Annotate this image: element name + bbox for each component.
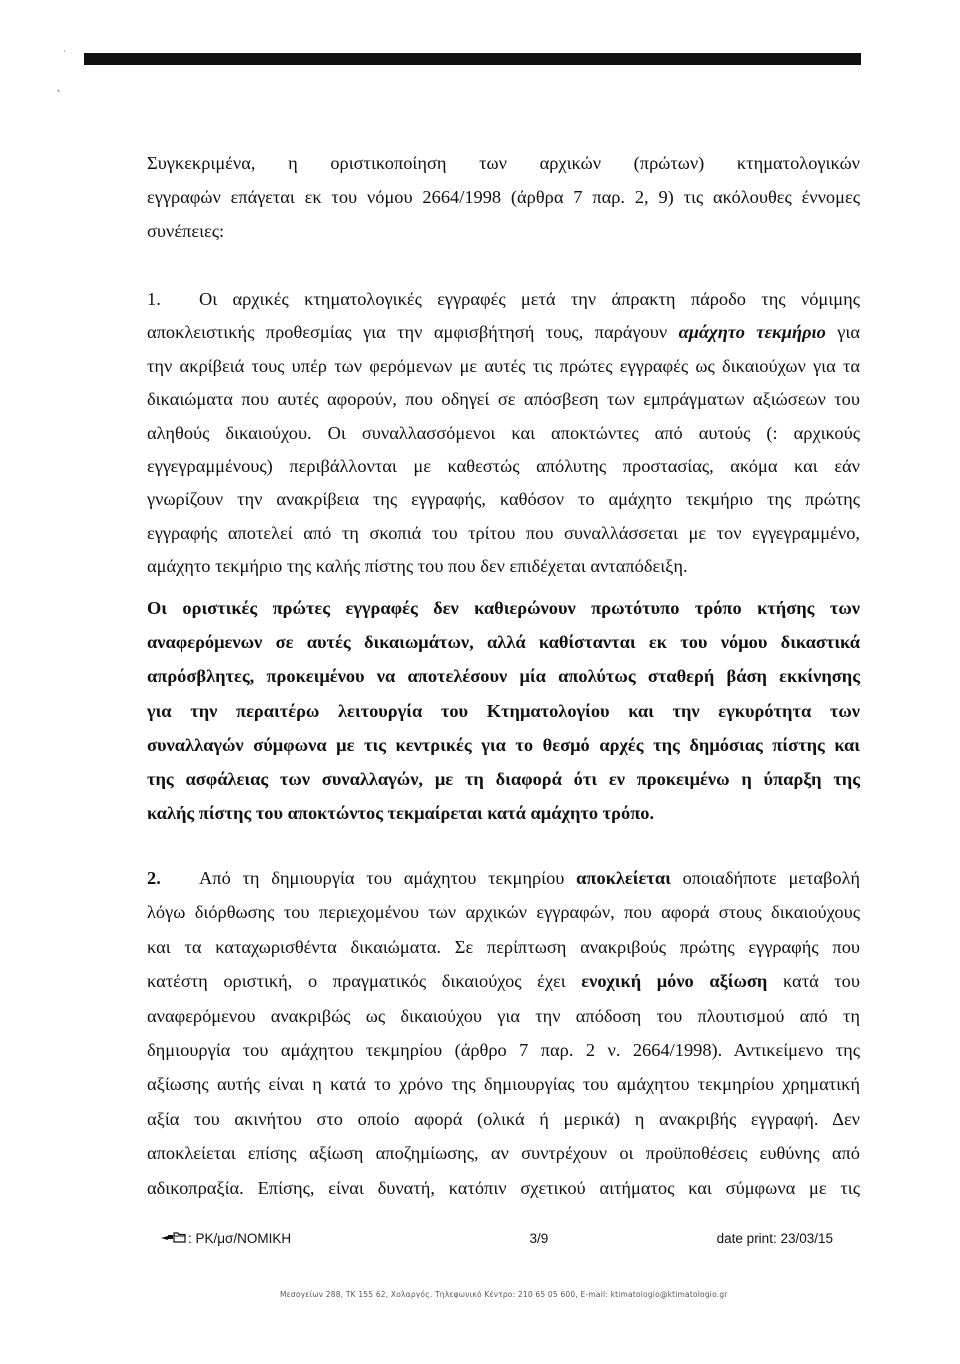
line-text: Από τη δημιουργία του αμάχητου τεκμηρίου: [199, 868, 565, 888]
text-line: για την περαιτέρω λειτουργία του Κτηματολογίου και την εγκυρότητα των: [147, 700, 860, 721]
reference-code: : PK/μσ/NOMIKH: [188, 1231, 292, 1246]
text-line: [147, 861, 860, 895]
text-line: Οι οριστικές πρώτες εγγραφές δεν καθιερώνουν πρωτότυπο τρόπο κτήσης των: [147, 598, 860, 618]
scan-speck-mark: ˙: [62, 50, 67, 61]
text-line: καλής πίστης του αποκτώντος τεκμαίρεται κατά αμάχητο τρόπο.: [147, 803, 655, 824]
text-line: [147, 283, 860, 316]
text-line: αναφερόμενων σε αυτές δικαιωμάτων, αλλά καθίστανται εκ του νόμου δικαστικά: [147, 632, 860, 653]
text-line: αδικοπραξία. Επίσης, είναι δυνατή, κατόπιν σχετικού αιτήματος και σύμφωνα με τις: [147, 1177, 860, 1198]
emphasis-text: αποκλείεται: [576, 868, 671, 888]
text-line: και τα καταχωρισθέντα δικαιώματα. Σε περίπτωση ανακριβούς πρώτης εγγραφής που: [147, 936, 860, 957]
letterhead-address-strip: Μεσογείων 288, ΤΚ 155 62, Χολαργός. Τηλεφωνικό Κέντρο: 210 65 05 600, E-mail: ktimatologio@ktimatologio.gr: [280, 1290, 728, 1299]
document-reference: [160, 1230, 291, 1247]
text-line: δημιουργία του αμάχητου τεκμηρίου (άρθρο 7 παρ. 2 ν. 2664/1998). Αντικείμενο της: [147, 1040, 860, 1061]
text-line: συναλλαγών σύμφωνα με τις κεντρικές για το θεσμό αρχές της δημόσιας πίστης και: [147, 734, 860, 755]
print-date: date print: 23/03/15: [716, 1231, 833, 1246]
line-text: κατά του: [782, 971, 860, 992]
text-line: δικαιώματα που αυτές αφορούν, που οδηγεί σε απόσβεση των εμπράγματων αξιώσεων του: [147, 389, 860, 410]
text-line: απρόσβλητες, προκειμένου να αποτελέσουν μία απολύτως σταθερή βάση εκκίνησης: [147, 666, 860, 687]
line-text: για: [837, 322, 860, 343]
text-line: εγγεγραμμένους) περιβάλλονται με καθεστώς απόλυτης προστασίας, ακόμα και εάν: [147, 456, 860, 477]
point-2-paragraph: [147, 861, 860, 1205]
intro-paragraph: [147, 146, 860, 248]
text-line: εγγραφών επάγεται εκ του νόμου 2664/1998 (άρθρα 7 παρ. 2, 9) τις ακόλουθες έννομες: [147, 187, 860, 207]
text-line: γνωρίζουν την ανακρίβεια της εγγραφής, καθόσον το αμάχητο τεκμήριο της πρώτης: [147, 489, 860, 510]
point-number: 2.: [147, 868, 161, 888]
text-line: της ασφάλειας των συναλλαγών, με τη διαφορά ότι εν προκειμένω η ύπαρξη της: [147, 769, 860, 790]
text-line: [147, 964, 860, 998]
page-number: 3/9: [529, 1231, 549, 1246]
scan-top-bar: [84, 53, 861, 65]
line-text: Οι αρχικές κτηματολογικές εγγραφές μετά την άπρακτη πάροδο της νόμιμης: [199, 289, 860, 309]
text-line: αναφερόμενου ανακριβώς ως δικαιούχου για την απόδοση του πλουτισμού από τη: [147, 1005, 860, 1026]
bold-summary-paragraph: [147, 591, 860, 830]
text-line: [147, 316, 860, 349]
page-footer: [160, 1230, 833, 1247]
text-line: αμάχητο τεκμήριο της καλής πίστης του που δεν επιδέχεται ανταπόδειξη.: [147, 556, 688, 577]
pointing-hand-folder-icon: [160, 1230, 186, 1247]
line-text: οποιαδήποτε μεταβολή: [682, 868, 860, 888]
emphasis-text: ενοχική μόνο αξίωση: [581, 971, 768, 992]
text-line: Συγκεκριμένα, η οριστικοποίηση των αρχικών (πρώτων) κτηματολογικών: [147, 153, 860, 173]
text-line: αξία του ακινήτου στο οποίο αφορά (ολικά ή μερικά) η ανακριβής εγγραφή. Δεν: [147, 1108, 860, 1129]
scan-speck-mark: ˎ: [56, 78, 62, 92]
point-1-paragraph: [147, 283, 860, 584]
text-line: εγγραφής αποτελεί από τη σκοπιά του τρίτου που συναλλάσσεται με τον εγγεγραμμένο,: [147, 522, 860, 543]
emphasis-text: αμάχητο τεκμήριο: [678, 322, 826, 343]
line-text: κατέστη οριστική, ο πραγματικός δικαιούχος έχει: [147, 971, 566, 992]
point-number: 1.: [147, 289, 161, 309]
text-line: αληθούς δικαιούχου. Οι συναλλασσόμενοι και αποκτώντες από αυτούς (: αρχικούς: [147, 422, 860, 443]
text-line: λόγω διόρθωσης του περιεχομένου των αρχικών εγγραφών, που αφορά στους δικαιούχους: [147, 902, 860, 923]
text-line: αξίωσης αυτής είναι η κατά το χρόνο της δημιουργίας του αμάχητου τεκμηρίου χρηματική: [147, 1074, 860, 1095]
text-line: συνέπειες:: [147, 221, 225, 241]
text-line: την ακρίβειά τους υπέρ των φερόμενων με αυτές τις πρώτες εγγραφές ως δικαιούχων για τα: [147, 355, 860, 376]
line-text: αποκλειστικής προθεσμίας για την αμφισβήτησή τους, παράγουν: [147, 322, 668, 343]
text-line: αποκλείεται επίσης αξίωση αποζημίωσης, αν συντρέχουν οι προϋποθέσεις ευθύνης από: [147, 1143, 860, 1164]
